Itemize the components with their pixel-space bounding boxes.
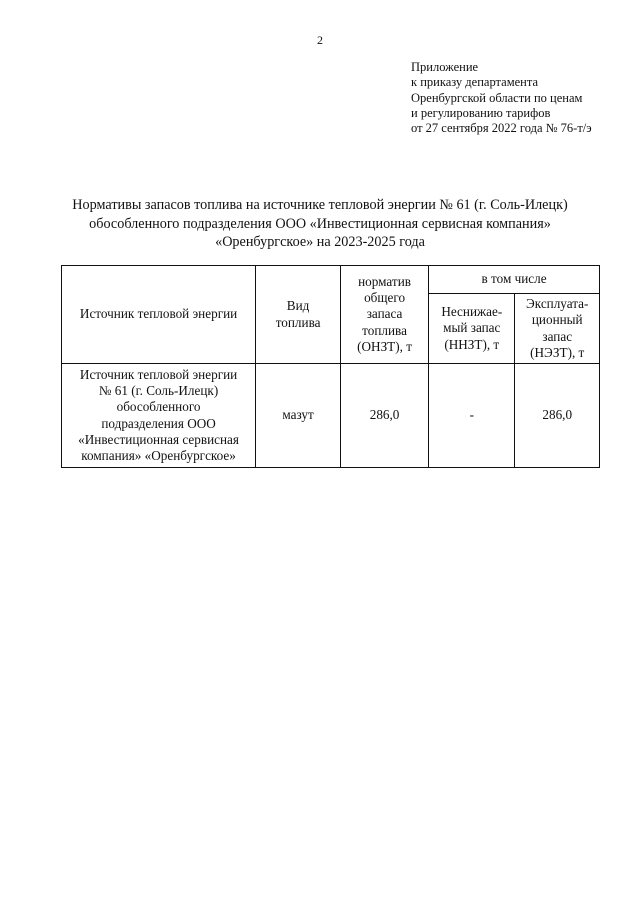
cell-nnzt: - (429, 364, 515, 468)
fuel-norms-table (61, 265, 600, 468)
table-row (62, 364, 600, 468)
cell-fuel-type: мазут (256, 364, 341, 468)
header-total-norm: норматив общего запаса топлива (ОНЗТ), т (341, 266, 429, 364)
page-number: 2 (317, 33, 323, 47)
cell-source: Источник тепловой энергии № 61 (г. Соль-Илецк) обособленного подразделения ООО «Инвестиционная сервисная компания» «Оренбургское» (62, 364, 256, 468)
appendix-line: и регулированию тарифов (411, 105, 551, 120)
appendix-block (411, 60, 592, 136)
title-line: Нормативы запасов топлива на источнике тепловой энергии № 61 (г. Соль-Илецк) (72, 197, 568, 213)
title-line: «Оренбургское» на 2023-2025 года (215, 234, 425, 250)
table-header-row (62, 266, 600, 294)
appendix-line: от 27 сентября 2022 года № 76-т/э (411, 121, 592, 136)
header-nnzt: Неснижае- мый запас (ННЗТ), т (429, 294, 515, 364)
appendix-line: Оренбургской области по ценам (411, 90, 583, 105)
header-source: Источник тепловой энергии (62, 266, 256, 364)
header-fuel-type: Вид топлива (256, 266, 341, 364)
title-line: обособленного подразделения ООО «Инвестиционная сервисная компания» (89, 215, 551, 232)
header-including: в том числе (429, 266, 600, 294)
appendix-line: к приказу департамента (411, 75, 539, 90)
header-nezt: Эксплуата- ционный запас (НЭЗТ), т (515, 294, 600, 364)
appendix-line: Приложение (411, 60, 479, 74)
cell-total-norm: 286,0 (341, 364, 429, 468)
cell-nezt: 286,0 (515, 364, 600, 468)
document-title (20, 196, 620, 252)
